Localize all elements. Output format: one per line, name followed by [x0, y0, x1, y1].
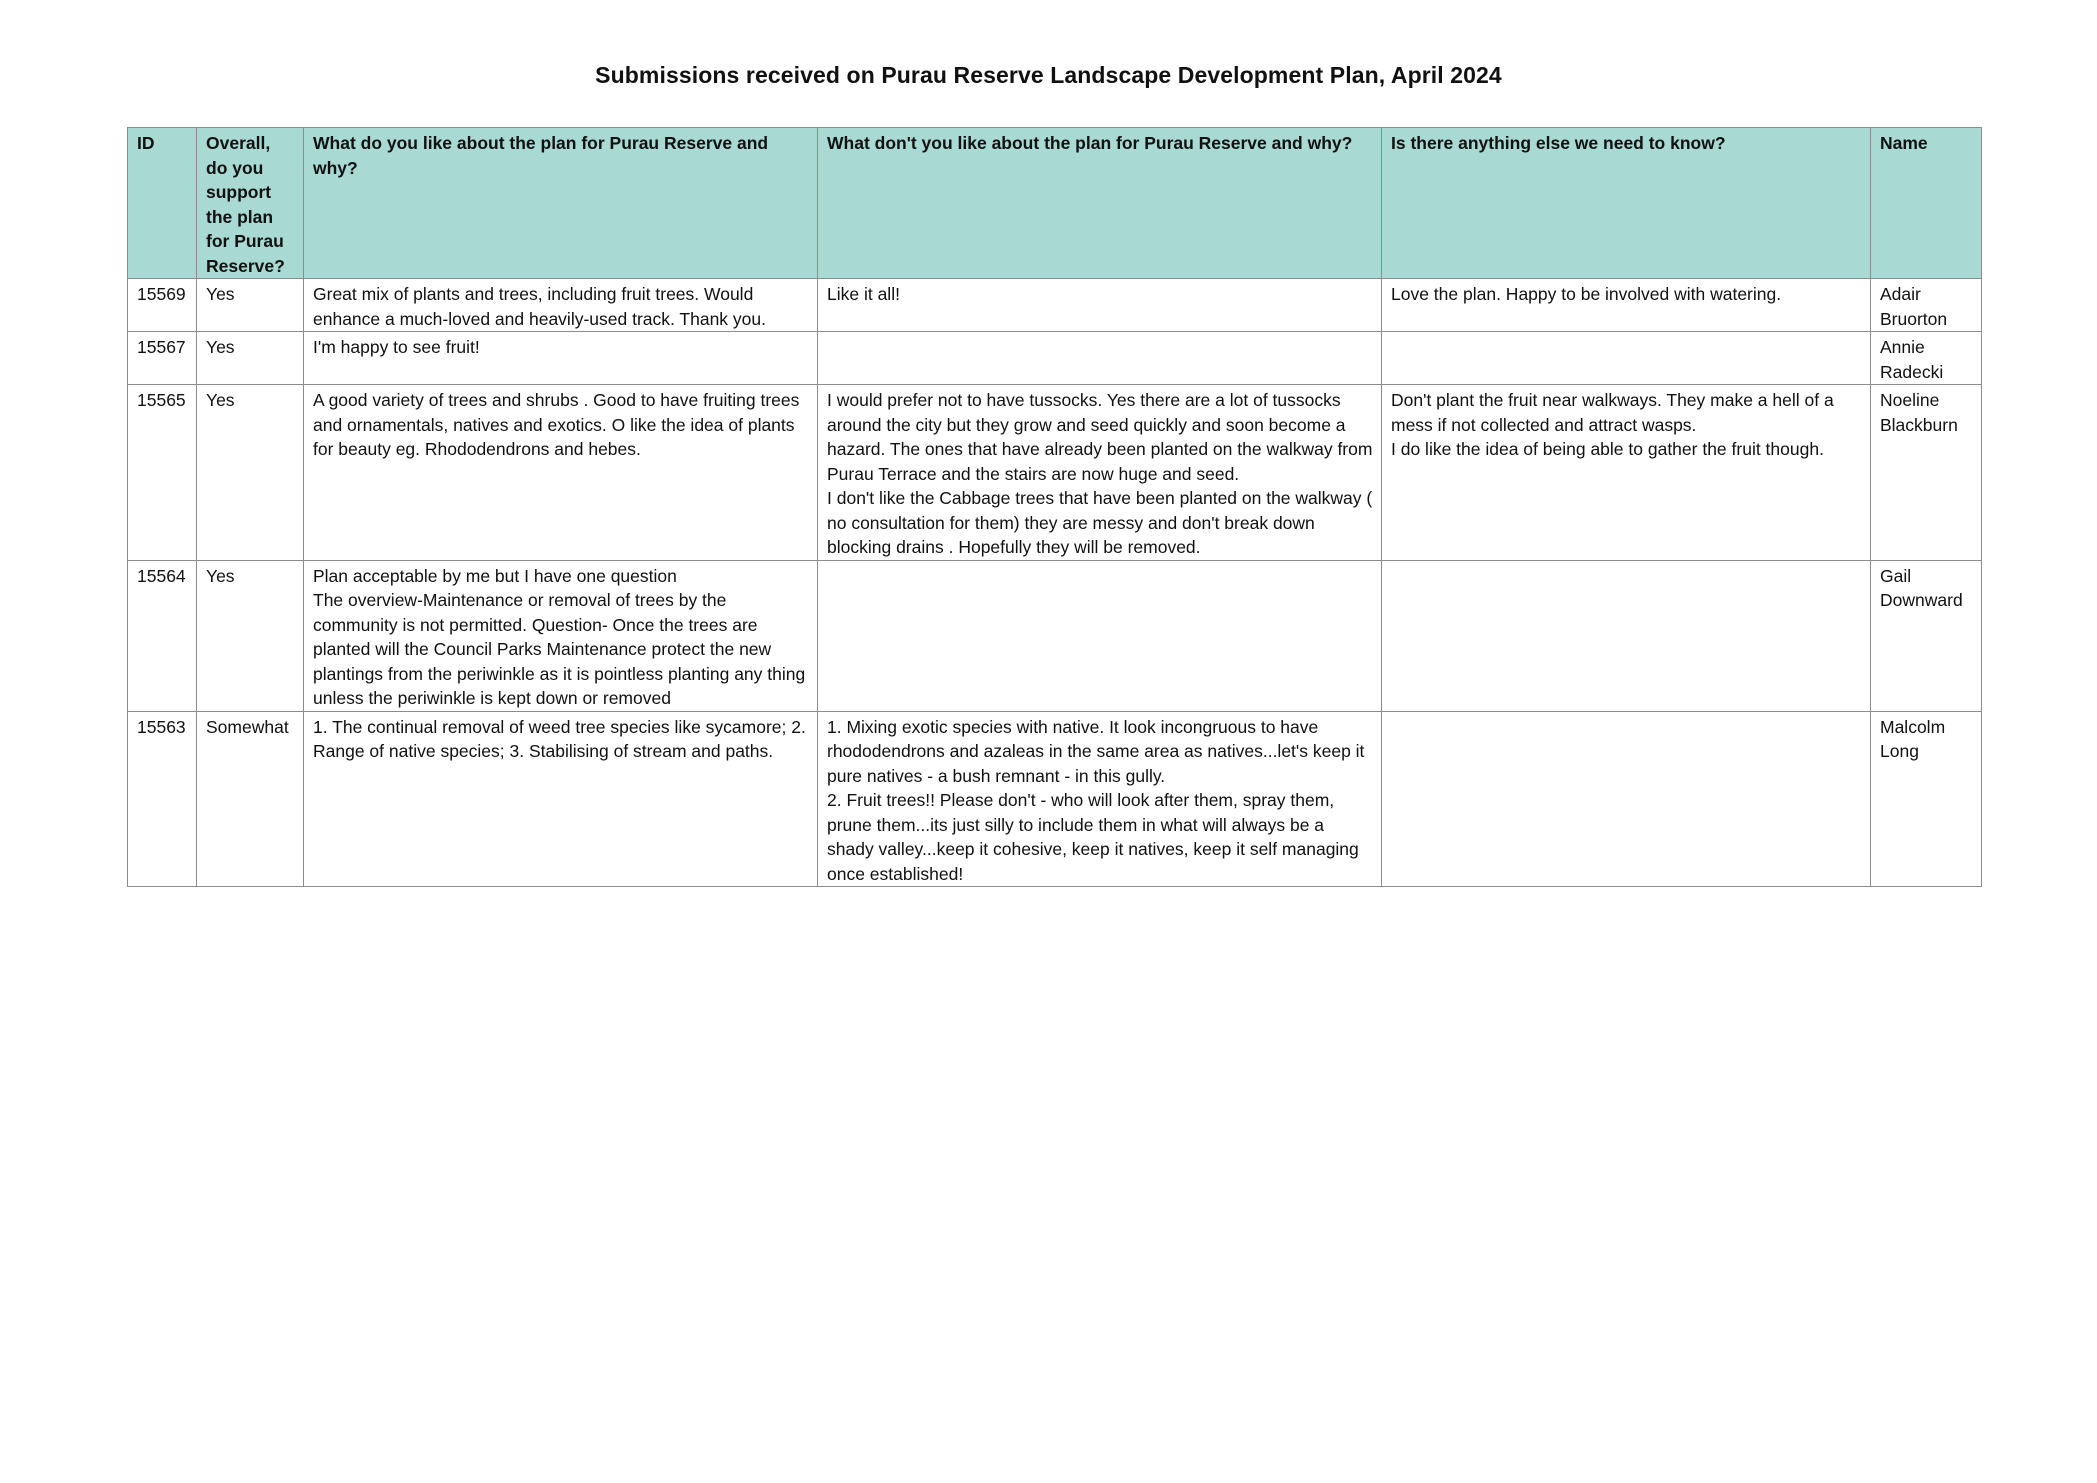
cell-anything-else: [1382, 332, 1871, 385]
cell-like: Great mix of plants and trees, including fruit trees. Would enhance a much-loved and heavily-used track. Thank you.: [304, 279, 818, 332]
cell-like: 1. The continual removal of weed tree species like sycamore; 2. Range of native species; 3. Stabilising of stream and paths.: [304, 711, 818, 887]
table-row: [128, 279, 1982, 332]
cell-support: Yes: [197, 279, 304, 332]
header-like: What do you like about the plan for Purau Reserve and why?: [304, 128, 818, 279]
cell-support: Yes: [197, 332, 304, 385]
cell-id: 15563: [128, 711, 197, 887]
header-support: Overall, do you support the plan for Purau Reserve?: [197, 128, 304, 279]
cell-support: Yes: [197, 385, 304, 561]
cell-anything-else: [1382, 560, 1871, 711]
cell-id: 15564: [128, 560, 197, 711]
cell-like: A good variety of trees and shrubs . Good to have fruiting trees and ornamentals, natives and exotics. O like the idea of plants for beauty eg. Rhododendrons and hebes.: [304, 385, 818, 561]
cell-name: Noeline Blackburn: [1871, 385, 1982, 561]
table-row: [128, 332, 1982, 385]
cell-anything-else: Don't plant the fruit near walkways. They make a hell of a mess if not collected and attract wasps. I do like the idea of being able to gather the fruit though.: [1382, 385, 1871, 561]
cell-id: 15567: [128, 332, 197, 385]
document-title: Submissions received on Purau Reserve Landscape Development Plan, April 2024: [595, 62, 1502, 88]
cell-name: Adair Bruorton: [1871, 279, 1982, 332]
cell-dislike: [818, 332, 1382, 385]
table-header-row: [128, 128, 1982, 279]
submissions-table: [127, 127, 1982, 887]
cell-anything-else: Love the plan. Happy to be involved with watering.: [1382, 279, 1871, 332]
header-dislike: What don't you like about the plan for Purau Reserve and why?: [818, 128, 1382, 279]
cell-dislike: [818, 560, 1382, 711]
table-row: [128, 385, 1982, 561]
header-id: ID: [128, 128, 197, 279]
cell-name: Annie Radecki: [1871, 332, 1982, 385]
cell-like: I'm happy to see fruit!: [304, 332, 818, 385]
cell-dislike: I would prefer not to have tussocks. Yes there are a lot of tussocks around the city but they grow and seed quickly and soon become a hazard. The ones that have already been planted on the walkway from Purau Terrace and the stairs are now huge and seed. I don't like the Cabbage trees that have been planted on the walkway ( no consultation for them) they are messy and don't break down blocking drains . Hopefully they will be removed.: [818, 385, 1382, 561]
cell-name: Malcolm Long: [1871, 711, 1982, 887]
cell-anything-else: [1382, 711, 1871, 887]
table-row: [128, 560, 1982, 711]
cell-dislike: 1. Mixing exotic species with native. It look incongruous to have rhododendrons and azaleas in the same area as natives...let's keep it pure natives - a bush remnant - in this gully. 2. Fruit trees!! Please don't - who will look after them, spray them, prune them...its just silly to include them in what will always be a shady valley...keep it cohesive, keep it natives, keep it self managing once established!: [818, 711, 1382, 887]
header-anything-else: Is there anything else we need to know?: [1382, 128, 1871, 279]
cell-like: Plan acceptable by me but I have one question The overview-Maintenance or removal of trees by the community is not permitted. Question- Once the trees are planted will the Council Parks Maintenance protect the new plantings from the periwinkle as it is pointless planting any thing unless the periwinkle is kept down or removed: [304, 560, 818, 711]
cell-support: Somewhat: [197, 711, 304, 887]
cell-name: Gail Downward: [1871, 560, 1982, 711]
cell-id: 15569: [128, 279, 197, 332]
cell-id: 15565: [128, 385, 197, 561]
cell-dislike: Like it all!: [818, 279, 1382, 332]
table-row: [128, 711, 1982, 887]
cell-support: Yes: [197, 560, 304, 711]
header-name: Name: [1871, 128, 1982, 279]
